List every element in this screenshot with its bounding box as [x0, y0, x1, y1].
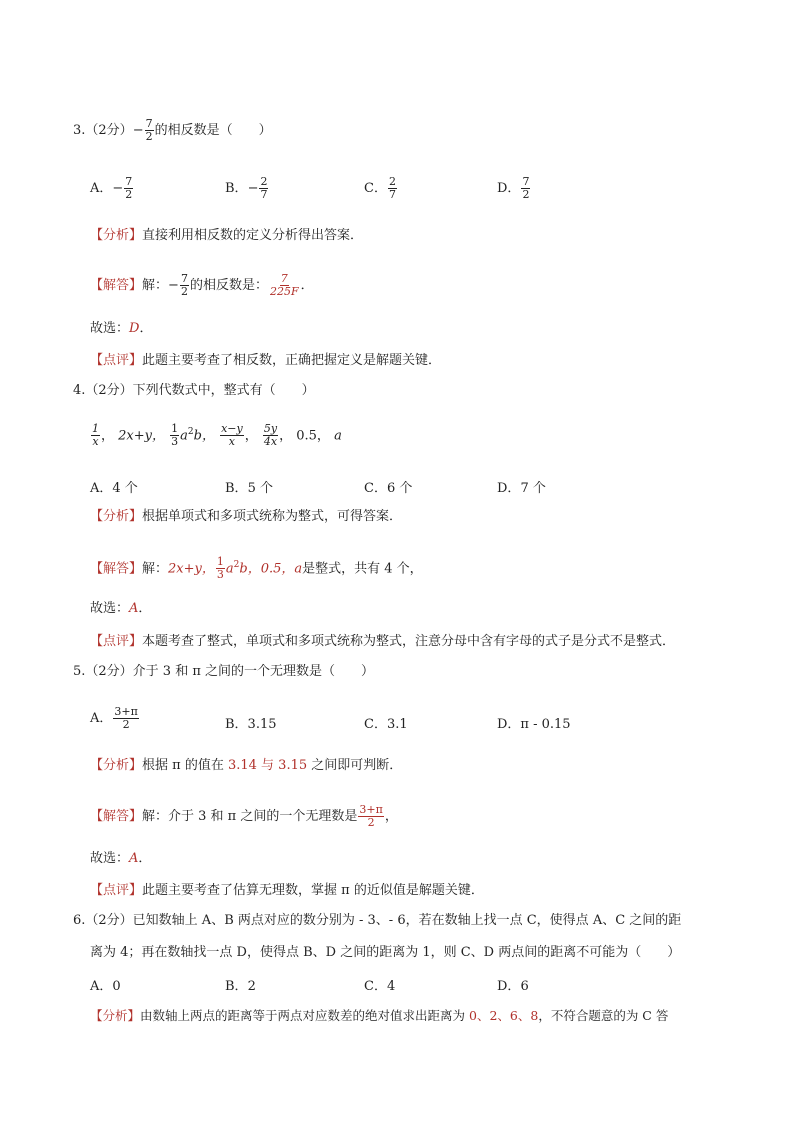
q4-review: 【点评】本题考查了整式，单项式和多项式统称为整式，注意分母中含有字母的式子是分式不是整式．: [90, 634, 676, 649]
q3-option-b: B．− $\frac{2}{7}$: [225, 175, 268, 201]
q4-analysis: 【分析】根据单项式和多项式统称为整式，可得答案．: [90, 509, 403, 524]
q3-answer-result: $\frac{7}{225F}$: [269, 272, 299, 298]
q3-review: 【点评】此题主要考查了相反数，正确把握定义是解题关键．: [90, 353, 442, 368]
q5-option-c: C．3.1: [364, 717, 408, 732]
q6-option-b: B．2: [225, 979, 256, 994]
q5-option-b: B．3.15: [225, 717, 277, 732]
q4-choice: 故选：A．: [90, 601, 152, 616]
q4-option-b: B．5 个: [225, 481, 273, 496]
q3-option-c: C． $\frac{2}{7}$: [364, 175, 396, 201]
q6-stem-line1: 6.（2分）已知数轴上 A、B 两点对应的数分别为 - 3、- 6，若在数轴上找一点 C，使得点 A、C 之间的距: [73, 913, 682, 928]
q3-answer: 【解答】解：− $\frac{7}{2}$ 的相反数是： $\frac{7}{225F}$ ．: [90, 272, 314, 298]
q5-option-a: A． $\frac{3+\pi}{2}$: [90, 705, 138, 731]
q6-option-d: D．6: [497, 979, 529, 994]
q4-answer: 【解答】解：2x+y， $\frac{1}{3}$ $a^2b$，0.5，a是整式，共有 4 个，: [90, 555, 423, 582]
q4-option-d: D．7 个: [497, 481, 546, 496]
q3-stem-text: 的相反数是（ ）: [154, 123, 272, 138]
q3-stem-fraction: $\frac{7}{2}$: [145, 117, 153, 143]
q5-analysis: 【分析】根据 π 的值在 3.14 与 3.15 之间即可判断．: [90, 758, 403, 773]
q4-option-c: C．6 个: [364, 481, 413, 496]
q4-stem: 4.（2分）下列代数式中，整式有（ ）: [73, 383, 315, 398]
q3-option-a: A．− $\frac{7}{2}$: [90, 175, 133, 201]
q6-option-c: C．4: [364, 979, 396, 994]
q5-stem: 5.（2分）介于 3 和 π 之间的一个无理数是（ ）: [73, 664, 375, 679]
q5-answer: 【解答】解：介于 3 和 π 之间的一个无理数是 $\frac{3+\pi}{2}$ ，: [90, 803, 398, 829]
q3-stem: 3.（2分）− $\frac{7}{2}$ 的相反数是（ ）: [73, 117, 272, 143]
q6-analysis: 【分析】由数轴上两点的距离等于两点对应数差的绝对值求出距离为 0、2、6、8，不符合题意的为 C 答: [90, 1008, 669, 1023]
q5-option-d: D．π - 0.15: [497, 717, 571, 732]
q6-option-a: A．0: [90, 979, 121, 994]
q3-number: 3.（2分）: [73, 123, 133, 138]
analysis-tag: 【分析】: [90, 228, 143, 243]
q4-expressions: $\frac{1}{x}$ ， 2x+y， $\frac{1}{3}$ $a^2b$， $\frac{x-y}{x}$ ， $\frac{5y}{4x}$ ， 0.5， a: [92, 422, 342, 449]
q3-choice: 故选：D．: [90, 321, 153, 336]
review-tag: 【点评】: [90, 353, 143, 368]
q3-option-d: D． $\frac{7}{2}$: [497, 175, 530, 201]
q5-review: 【点评】此题主要考查了估算无理数，掌握 π 的近似值是解题关键．: [90, 883, 484, 898]
q4-option-a: A．4 个: [90, 481, 138, 496]
answer-tag: 【解答】: [90, 278, 143, 293]
q6-stem-line2: 离为 4；再在数轴找一点 D，使得点 B、D 之间的距离为 1，则 C、D 两点间的距离不可能为（ ）: [90, 945, 681, 960]
q5-choice: 故选：A．: [90, 851, 152, 866]
q3-analysis: 【分析】直接利用相反数的定义分析得出答案．: [90, 228, 364, 243]
